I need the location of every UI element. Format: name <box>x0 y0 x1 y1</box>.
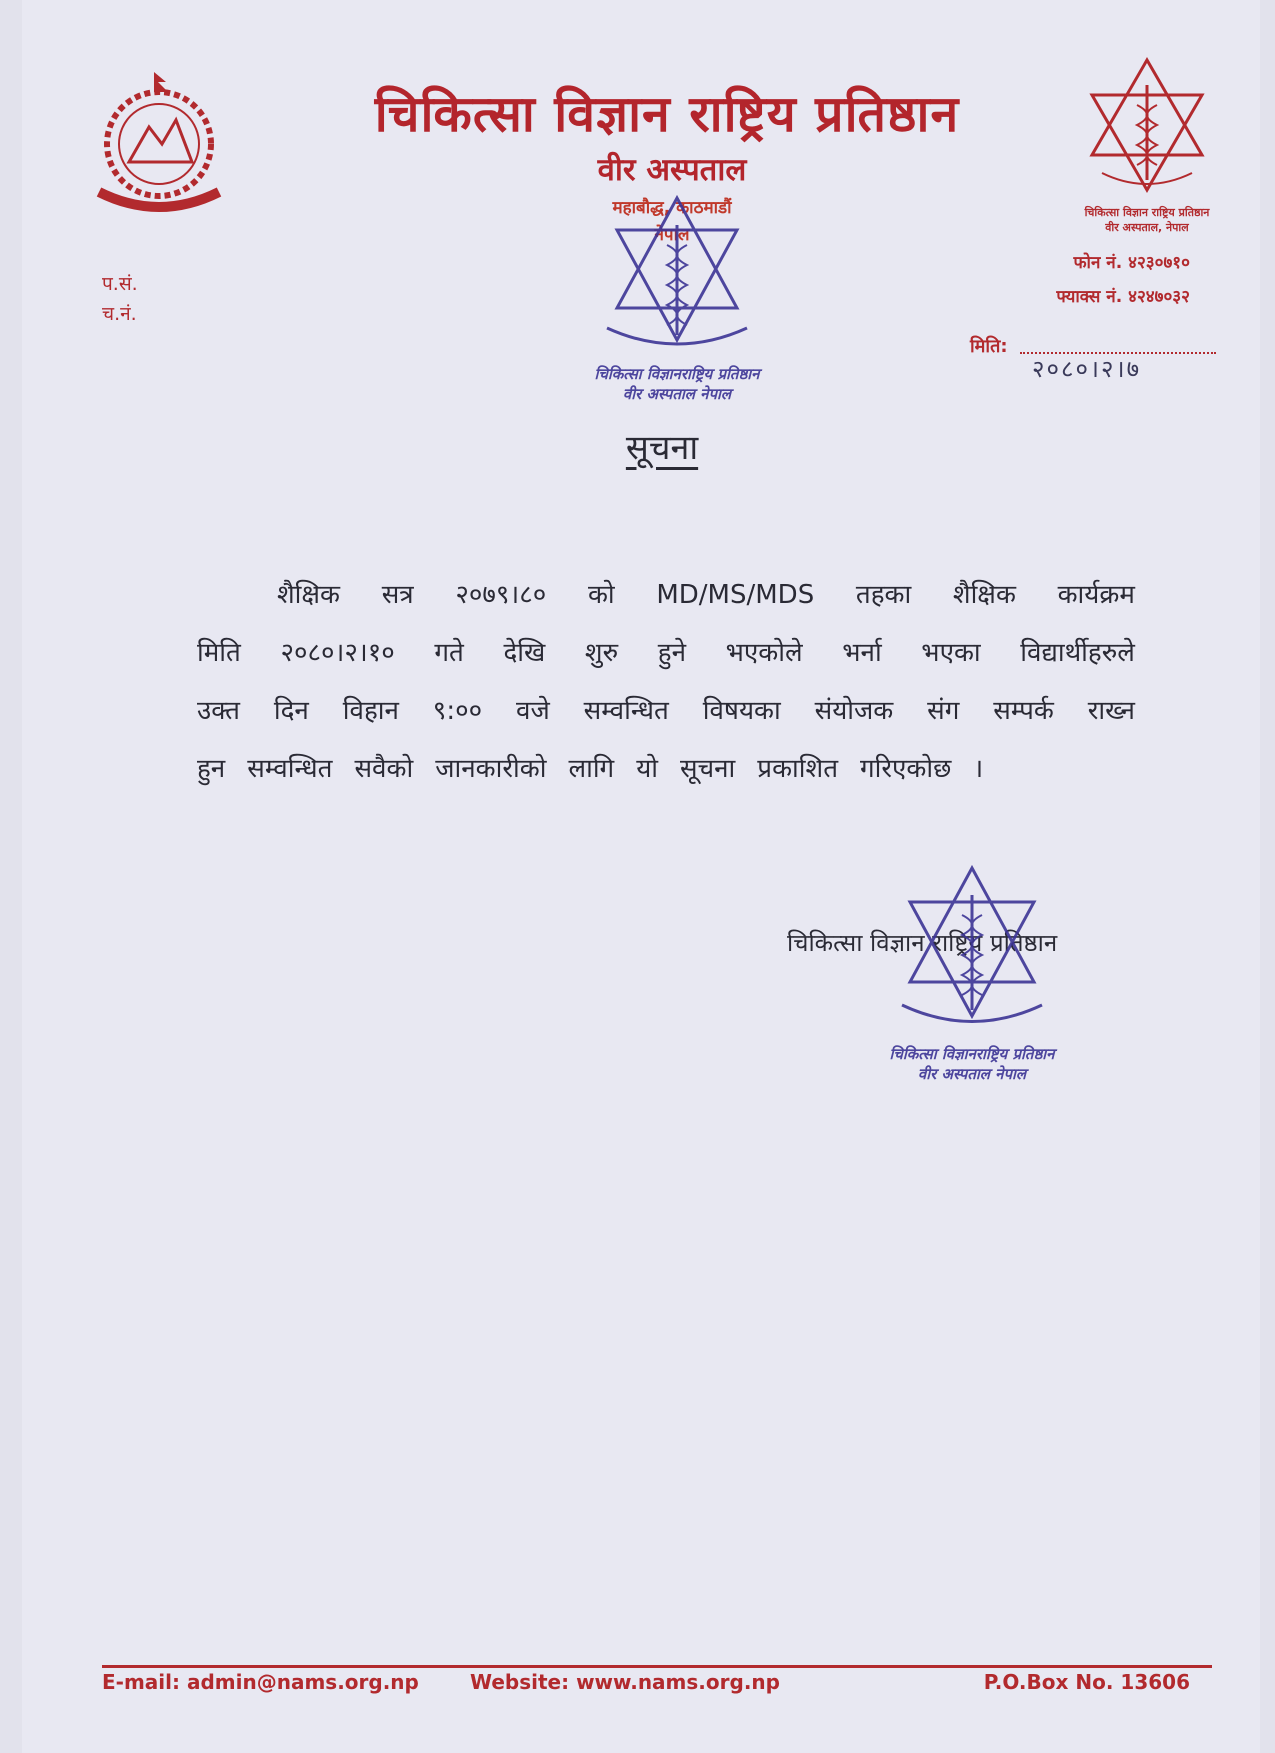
footer-pobox: P.O.Box No. 13606 <box>983 1670 1190 1694</box>
notice-word: सत्र <box>381 580 414 610</box>
notice-word: भएकोले <box>725 638 803 668</box>
notice-word: तहका <box>855 580 912 610</box>
address-line-1: महाबौद्ध, काठमाडौं <box>612 198 732 218</box>
notice-line-2 <box>197 624 1135 682</box>
notice-word: भर्ना <box>842 638 882 668</box>
hospital-name: वीर अस्पताल <box>597 152 747 188</box>
notice-word: ९:०० <box>432 696 483 726</box>
notice-word: लागि <box>568 754 615 784</box>
notice-word: सम्पर्क <box>993 696 1054 726</box>
notice-word: शुरु <box>584 638 619 668</box>
notice-line-3 <box>197 682 1135 740</box>
nepal-emblem-logo <box>84 72 234 222</box>
notice-word: उक्त <box>197 696 241 726</box>
stamp-bottom-line-2: वीर अस्पताल नेपाल <box>917 1065 1027 1083</box>
signer-name: चिकित्सा विज्ञान राष्ट्रिय प्रतिष्ठान <box>787 929 1058 957</box>
nams-logo-text-1: चिकित्सा विज्ञान राष्ट्रिय प्रतिष्ठान <box>1084 206 1210 219</box>
notice-word: सूचना <box>680 754 736 784</box>
org-title: चिकित्सा विज्ञान राष्ट्रिय प्रतिष्ठान <box>374 85 960 143</box>
notice-word: विहान <box>342 696 399 726</box>
fax-number: फ्याक्स नं. ४२४७०३२ <box>1056 287 1190 307</box>
notice-word: मिति <box>197 638 241 668</box>
notice-word: २०८०।२।१० <box>280 638 395 668</box>
nams-logo-text-2: वीर अस्पताल, नेपाल <box>1105 221 1189 234</box>
notice-word: शैक्षिक <box>952 580 1016 610</box>
notice-word: सम्वन्धित <box>247 754 333 784</box>
notice-word: संग <box>927 696 960 726</box>
ref-chn: च.नं. <box>102 303 137 325</box>
notice-word: विषयका <box>702 696 781 726</box>
footer-website: Website: www.nams.org.np <box>470 1670 780 1694</box>
notice-word: हुने <box>657 638 687 668</box>
footer-email: E-mail: admin@nams.org.np <box>102 1670 419 1694</box>
notice-word: २०७९।८० <box>455 580 547 610</box>
date-value: २०८०।२।७ <box>1032 355 1142 383</box>
notice-word: सम्वन्धित <box>583 696 669 726</box>
notice-word: गते <box>434 638 464 668</box>
date-label: मिति: <box>970 336 1008 357</box>
notice-word: प्रकाशित <box>757 754 839 784</box>
notice-word: संयोजक <box>814 696 894 726</box>
notice-word: शैक्षिक <box>277 580 341 610</box>
stamp-bottom-line-1: चिकित्सा विज्ञानराष्ट्रिय प्रतिष्ठान <box>889 1045 1055 1063</box>
notice-word: सवैको <box>354 754 414 784</box>
notice-word: को <box>587 580 615 610</box>
nams-logo <box>1072 55 1222 245</box>
notice-line-4 <box>197 740 1135 798</box>
notice-word: गरिएकोछ <box>860 754 952 784</box>
stamp-top-line-2: वीर अस्पताल नेपाल <box>622 385 732 403</box>
phone-number: फोन नं. ४२३०७१० <box>1073 253 1190 273</box>
address-line-2: नेपाल <box>654 225 690 245</box>
notice-title: सूचना <box>625 428 699 468</box>
notice-word: दिन <box>273 696 309 726</box>
notice-word: MD/MS/MDS <box>656 580 815 610</box>
notice-word: राख्न <box>1087 696 1135 726</box>
notice-word: हुन <box>197 754 226 784</box>
official-stamp-bottom <box>862 860 1082 1100</box>
ref-ps: प.सं. <box>102 273 138 295</box>
notice-body <box>197 566 1135 798</box>
notice-word: जानकारीको <box>435 754 547 784</box>
footer-divider <box>102 1665 1212 1668</box>
official-stamp-top <box>567 190 787 420</box>
notice-word: देखि <box>503 638 546 668</box>
notice-word: । <box>973 754 984 784</box>
notice-line-1 <box>197 566 1135 624</box>
notice-word: वजे <box>516 696 550 726</box>
stamp-top-line-1: चिकित्सा विज्ञानराष्ट्रिय प्रतिष्ठान <box>594 365 760 383</box>
letterhead-page <box>22 0 1260 1753</box>
notice-word: यो <box>636 754 659 784</box>
notice-word: भएका <box>921 638 981 668</box>
notice-word: विद्यार्थीहरुले <box>1020 638 1135 668</box>
notice-word: कार्यक्रम <box>1057 580 1135 610</box>
